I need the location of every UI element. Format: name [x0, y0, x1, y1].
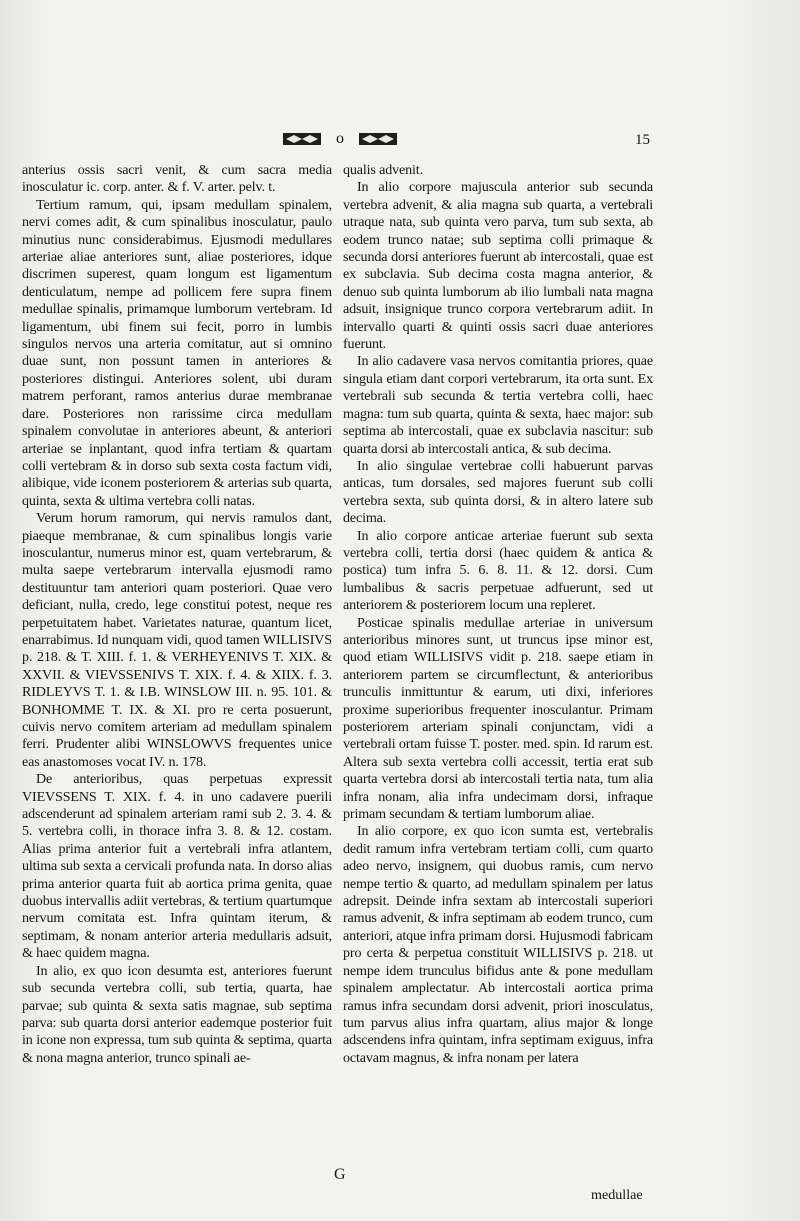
paragraph: In alio cadavere vasa nervos comitantia priores, quae singula etiam dant corpori vertebrarum, ita orta sunt. Ex vertebrali sub secunda & tertia vertebra colli, haec magna: tum sub quarta, quinta & sexta, haec major: sub septima ab intercostali, quae ex subclavia nascitur: sub quarta dorsi ab intercostali antica, & sub decima. — [343, 353, 653, 457]
paragraph: anterius ossis sacri venit, & cum sacra media inosculatur ic. corp. anter. & f. V. arter. pelv. t. — [22, 162, 332, 196]
paragraph: Tertium ramum, qui, ipsam medullam spinalem, nervi comes adit, & cum spinalibus inosculatur, paulo minutius nunc considerabimus. Ejusmodi medullares arteriae aliae anteriores sunt, aliae posteriores, idque discrimen superest, quam longum est ligamentum denticulatum, nempe ad pollicem fere supra finem medullae spinalis, primamque lumborum vertebram. Id ligamentum, ubi finem sui fecit, porro in lumbis singulos nervos una arteria comitatur, aut si omnino duae sunt, non possunt tamen in anteriores & posteriores distingui. Anteriores solent, ubi duram matrem perforant, ramos anterius durae membranae dare. Posteriores non rarissime circa medullam spinalem convolutae in anteriores abeunt, & anteriori arteriae se inplantant, quod infra tertiam & quartam colli vertebram & in dorso sub sexta costa factum vidi, alibique, vide iconem posteriorem & arterias sub quarta, quinta, sexta & ultima vertebra colli natas. — [22, 196, 332, 509]
signature-mark: G — [334, 1166, 346, 1183]
ornament-right-icon — [358, 131, 398, 147]
paragraph: Verum horum ramorum, qui nervis ramulos dant, piaeque membranae, & cum spinalibus longis varie inosculantur, numerus minor est, quam vertebrarum, & multa saepe vertebrarum intervalla ejusmodi ramo destituuntur tam anteriori quam posteriori. Quae vero deficiant, nulla, credo, lege constitui potest, neque res perpetuitatem habet. Varietates naturae, quantum licet, enarrabimus. Id nunquam vidi, quod tamen WILLISIVS p. 218. & T. XIII. f. 1. & VERHEYENIVS T. XIX. & XXVII. & VIEVSSENIVS T. XIX. f. 4. & XIIX. f. 3. RIDLEYVS T. 1. & I.B. WINSLOW III. n. 95. 101. & BONHOMME T. IX. & XI. pro re certa posuerunt, cuivis nervo comitem arteriam ad medullam spinalem ferri. Prudenter alibi WINSLOWVS frequentes unice eas anastomoses vocat IV. n. 178. — [22, 510, 332, 770]
right-column — [343, 162, 653, 1067]
paragraph: In alio singulae vertebrae colli habuerunt parvas anticas, tum dorsales, sed majores fuerunt sub colli vertebra sexta, sub quinta dorsi, & in altero latere sub decima. — [343, 457, 653, 527]
paragraph: In alio corpore anticae arteriae fuerunt sub sexta vertebra colli, tertia dorsi (haec quidem & antica & postica) tum infra 5. 6. 8. 11. & 12. dorsi. Cum lumbalibus & sacris perpetuae adfuerunt, sed ut anteriorem & posteriorem locum una repleret. — [343, 527, 653, 614]
paragraph: De anterioribus, quas perpetuas expressit VIEVSSENS T. XIX. f. 4. in uno cadavere puerili adscenderunt ad spinalem arteriam rami sub 2. 3. 4. & 5. vertebra colli, in thorace infra 3. 8. & 12. costam. Alias prima anterior fuit a vertebrali infra atlantem, ultima sub sexta a cervicali profunda nata. In dorso alias prima anterior quarta fuit ab aortica prima genita, quae duobus intervallis adiit vertebras, & tertium quartumque nervum comitata est. Infra quintam iterum, & septimam, & nonam anterior arteria medullaris adsuit, & haec quidem magna. — [22, 771, 332, 962]
paragraph: In alio corpore, ex quo icon sumta est, vertebralis dedit ramum infra vertebram tertiam colli, cum quarto adeo nervo, insignem, qui duobus ramis, cum nervo nempe tertio & quarto, ad medullam spinalem per latus adrepsit. Deinde infra sextam ab intercostali superiori ramus advenit, & infra septimam ab eodem trunco, cum anteriori, atque infra primam dorsi. Hujusmodi fabricam pro certa & perpetua constituit WILLISIVS p. 218. ut nempe idem trunculus bifidus ante & pone medullam spinalem amplectatur. Ab intercostali aortica prima ramus infra secundam dorsi advenit, priori inosculatus, tum parvus alius infra quartam, alius major & longe adscendens infra quintam, infra septimam exiguus, infra octavam magnus, & infra nonam per latera — [343, 823, 653, 1066]
paragraph: qualis advenit. — [343, 162, 423, 178]
page-number: 15 — [635, 132, 650, 148]
ornament-center-icon: o — [336, 130, 344, 147]
catchword: medullae — [591, 1187, 643, 1203]
header-ornament — [270, 128, 410, 150]
paragraph: In alio corpore majuscula anterior sub secunda vertebra advenit, & alia magna sub quarta, a vertebrali utraque nata, sub quinta vero parva, tum sub sexta, ab eodem trunco natae; sub septima colli primaque & secunda dorsi anteriores fuerunt ab intercostali, quae est ex subclavia. Sub decima costa magna anterior, & denuo sub quinta lumborum ab ilio lumbali nata magna adsuit, insignique trunco corpora vertebrarum adiit. In intervallo quarti & quinti ossis sacri duae anteriores fuerunt. — [343, 179, 653, 353]
paragraph: Posticae spinalis medullae arteriae in universum anterioribus minores sunt, ut truncus ipse minor est, quod etiam WILLISIVS vidit p. 218. saepe etiam in anteriorem partem se circumflectunt, & anterioribus trunculis inmittuntur & earum, uti dixi, inferiores proxime superioribus frequenter inosculantur. Primam posteriorem arteriam spinali conjunctam, vidi a vertebrali ortam fuisse T. poster. med. spin. Id rarum est. Altera sub sexta vertebra colli accessit, tertia erat sub quarta vertebra dorsi ab intercostali tertia nata, tum alia infra nonam, alia infra undecimam dorsi, infraque primam secundam & tertiam lumborum aliae. — [343, 614, 654, 823]
left-column — [22, 162, 332, 1067]
ornament-left-icon — [282, 131, 322, 147]
paragraph: In alio, ex quo icon desumta est, anteriores fuerunt sub secunda vertebra colli, sub tertia, quarta, hae parvae; sub quinta & sexta satis magnae, sub septima parva: sub quarta dorsi anterior eademque posterior fuit in icone non expressa, tum sub quinta & septima, quarta & nona magna anterior, trunco spinali ae- — [22, 962, 332, 1066]
